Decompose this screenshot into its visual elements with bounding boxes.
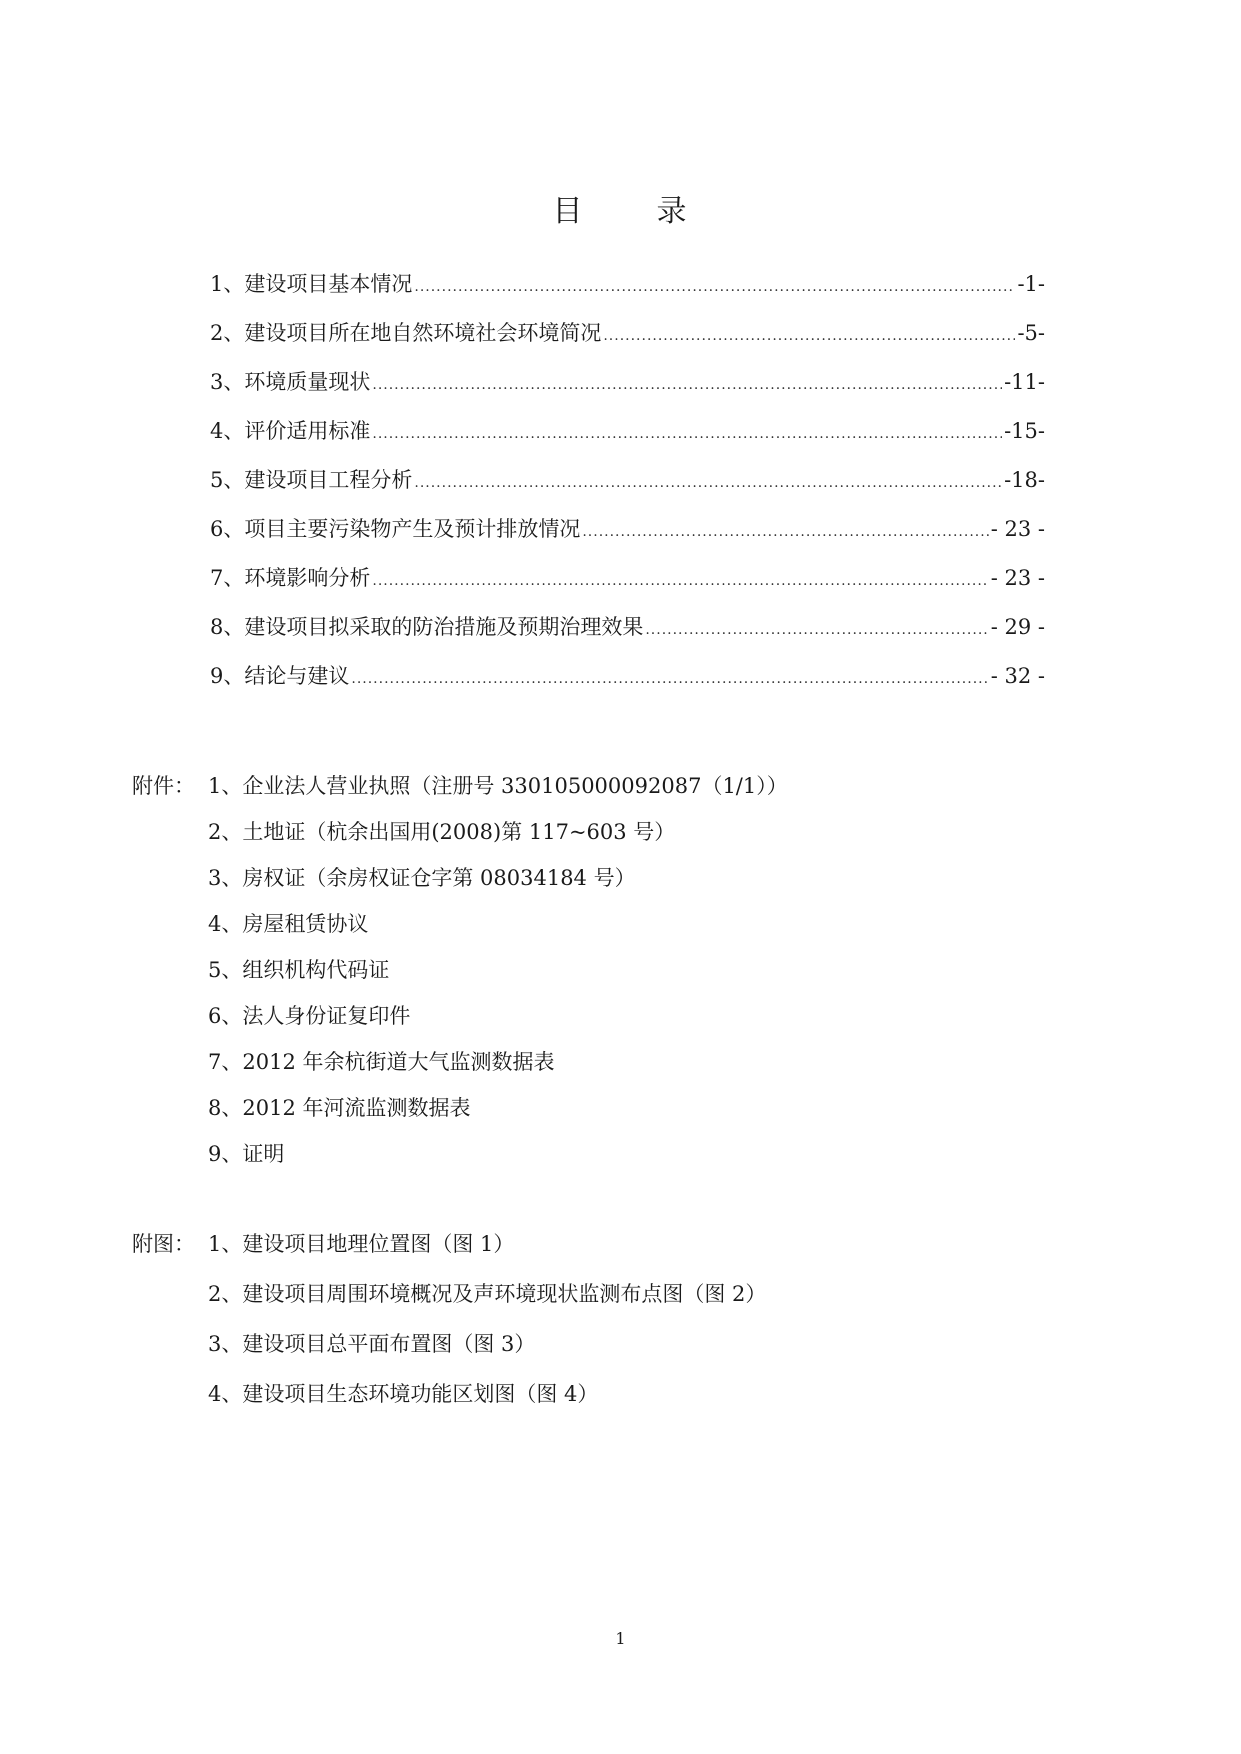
toc-label: 5、建设项目工程分析 (210, 468, 413, 492)
toc-leader (645, 622, 988, 638)
list-item: 1、企业法人营业执照（注册号 330105000092087（1/1）） (208, 774, 788, 798)
toc-leader (372, 426, 1002, 442)
list-item: 3、建设项目总平面布置图（图 3） (208, 1332, 536, 1356)
toc-label: 1、建设项目基本情况 (210, 272, 413, 296)
toc-leader (372, 377, 1002, 393)
toc-entry-2[interactable] (210, 317, 1045, 366)
toc-leader (372, 573, 988, 589)
attachments-heading: 附件： (132, 774, 195, 798)
toc-label: 3、环境质量现状 (210, 370, 371, 394)
toc-leader (351, 671, 988, 687)
toc-entry-6[interactable] (210, 513, 1045, 562)
toc-entry-8[interactable] (210, 611, 1045, 660)
toc-entry-7[interactable] (210, 562, 1045, 611)
title-char-2: 录 (656, 194, 689, 229)
page-number: 1 (615, 1629, 626, 1648)
toc-leader (603, 328, 1015, 344)
toc-label: 4、评价适用标准 (210, 419, 371, 443)
table-of-contents (210, 268, 1045, 709)
toc-label: 9、结论与建议 (210, 664, 350, 688)
list-item: 7、2012 年余杭街道大气监测数据表 (208, 1050, 555, 1074)
toc-leader (414, 475, 1002, 491)
title-char-1: 目 (552, 194, 585, 229)
list-item: 1、建设项目地理位置图（图 1） (208, 1232, 515, 1256)
toc-page: - 23 - (990, 517, 1045, 541)
attachments-list (132, 770, 788, 1184)
toc-leader (582, 524, 988, 540)
toc-entry-9[interactable] (210, 660, 1045, 709)
toc-page: -1- (1017, 272, 1045, 296)
list-item: 2、建设项目周围环境概况及声环境现状监测布点图（图 2） (208, 1282, 767, 1306)
toc-leader (414, 279, 1015, 295)
toc-page: -5- (1017, 321, 1045, 345)
list-item: 5、组织机构代码证 (208, 958, 390, 982)
toc-entry-3[interactable] (210, 366, 1045, 415)
toc-page: - 32 - (990, 664, 1045, 688)
toc-entry-5[interactable] (210, 464, 1045, 513)
figures-list (132, 1228, 766, 1428)
toc-page: -15- (1004, 419, 1045, 443)
list-item: 4、建设项目生态环境功能区划图（图 4） (208, 1382, 599, 1406)
toc-label: 7、环境影响分析 (210, 566, 371, 590)
list-item: 3、房权证（余房权证仓字第 08034184 号） (208, 866, 636, 890)
page-title (0, 186, 1241, 230)
toc-entry-1[interactable] (210, 268, 1045, 317)
list-item: 6、法人身份证复印件 (208, 1004, 411, 1028)
toc-page: - 23 - (990, 566, 1045, 590)
list-item: 8、2012 年河流监测数据表 (208, 1096, 471, 1120)
list-item: 2、土地证（杭余出国用(2008)第 117~603 号） (208, 820, 676, 844)
toc-label: 8、建设项目拟采取的防治措施及预期治理效果 (210, 615, 644, 639)
toc-label: 6、项目主要污染物产生及预计排放情况 (210, 517, 581, 541)
figures-heading: 附图： (132, 1232, 195, 1256)
toc-page: -11- (1004, 370, 1045, 394)
list-item: 4、房屋租赁协议 (208, 912, 369, 936)
toc-label: 2、建设项目所在地自然环境社会环境简况 (210, 321, 602, 345)
toc-page: - 29 - (990, 615, 1045, 639)
list-item: 9、证明 (208, 1142, 285, 1166)
toc-entry-4[interactable] (210, 415, 1045, 464)
toc-page: -18- (1004, 468, 1045, 492)
